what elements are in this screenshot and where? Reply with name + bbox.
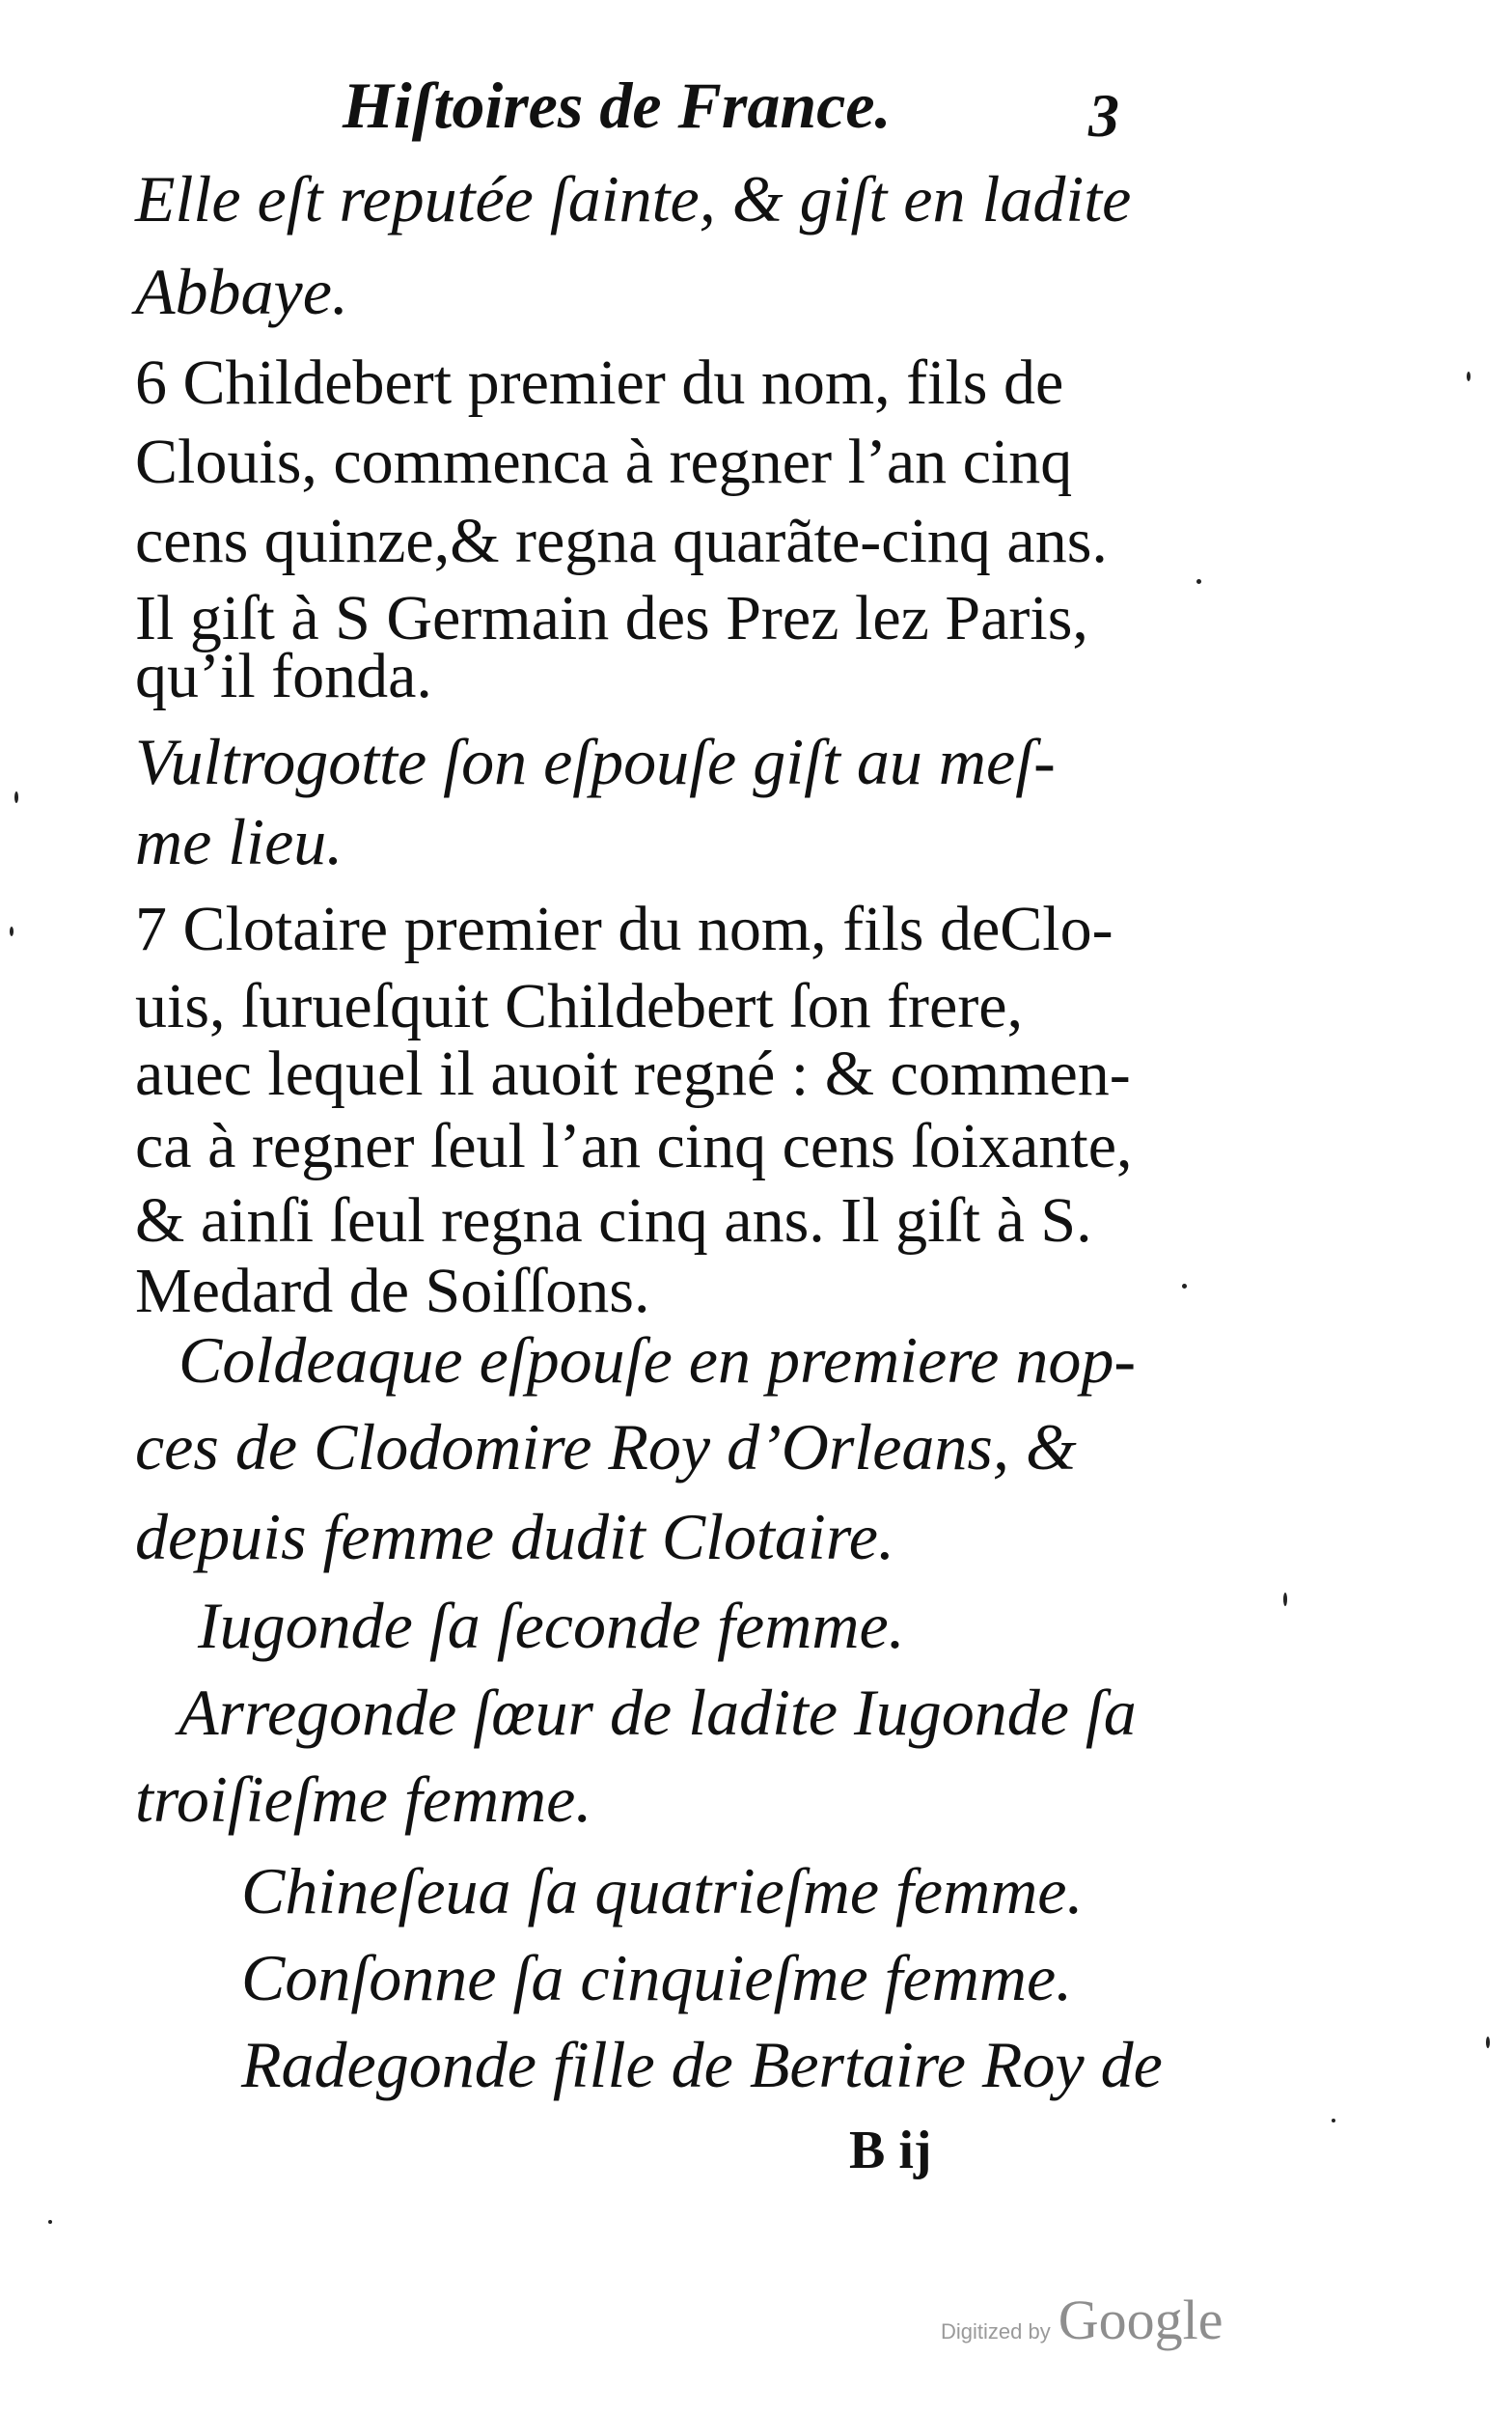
scan-speck — [1283, 1593, 1287, 1606]
text-line-11: uis, ſurueſquit Childebert ſon frere, — [135, 971, 1024, 1041]
text-line-3: 6 Childebert premier du nom, fils de — [135, 347, 1064, 418]
text-line-10: 7 Clotaire premier du nom, fils deClo- — [135, 894, 1113, 964]
running-title: Hiſtoires de France. — [343, 69, 892, 142]
text-line-6: Il giſt à S Germain des Prez lez Paris, — [135, 583, 1088, 653]
text-line-12: auec lequel il auoit regné : & commen- — [135, 1039, 1131, 1109]
digitized-by-label: Digitized by — [941, 2319, 1051, 2344]
scan-speck — [48, 2220, 52, 2224]
text-line-13: ca à regner ſeul l’an cinq cens ſoixante, — [135, 1111, 1133, 1181]
page-number: 3 — [1088, 81, 1119, 150]
text-line-17: ces de Clodomire Roy d’Orleans, & — [135, 1410, 1077, 1484]
scan-speck — [1467, 372, 1471, 381]
text-line-4: Clouis, commenca à regner l’an cinq — [135, 427, 1073, 497]
scan-speck — [1486, 2037, 1490, 2048]
scan-speck — [1332, 2119, 1335, 2122]
text-line-14: & ainſi ſeul regna cinq ans. Il giſt à S. — [135, 1185, 1092, 1256]
google-logo: Google — [1058, 2288, 1223, 2351]
scan-speck — [1182, 1284, 1187, 1289]
text-line-24: Radegonde fille de Bertaire Roy de — [241, 2028, 1163, 2101]
text-line-19: Iugonde ſa ſeconde femme. — [198, 1589, 905, 1662]
text-line-23: Conſonne ſa cinquieſme femme. — [241, 1941, 1073, 2014]
text-line-2: Abbaye. — [135, 255, 348, 328]
text-line-15: Medard de Soiſſons. — [135, 1256, 650, 1326]
digitization-watermark — [941, 2288, 1223, 2352]
scan-speck — [14, 791, 18, 803]
scan-speck — [1196, 579, 1201, 584]
text-line-16: Coldeaque eſpouſe en premiere nop- — [179, 1323, 1137, 1397]
text-line-7: qu’il fonda. — [135, 641, 432, 711]
text-line-5: cens quinze,& regna quarãte-cinq ans. — [135, 506, 1108, 576]
text-line-18: depuis femme dudit Clotaire. — [135, 1500, 894, 1573]
text-line-22: Chineſeua ſa quatrieſme femme. — [241, 1854, 1084, 1928]
text-line-20: Arregonde ſœur de ladite Iugonde ſa — [179, 1676, 1137, 1749]
text-line-9: me lieu. — [135, 805, 344, 878]
text-line-21: troiſieſme femme. — [135, 1762, 592, 1836]
text-line-1: Elle eſt reputée ſainte, & giſt en ladite — [135, 162, 1132, 236]
text-line-8: Vultrogotte ſon eſpouſe giſt au meſ- — [135, 725, 1056, 798]
signature-mark: B ij — [849, 2121, 932, 2180]
scan-speck — [10, 927, 14, 936]
